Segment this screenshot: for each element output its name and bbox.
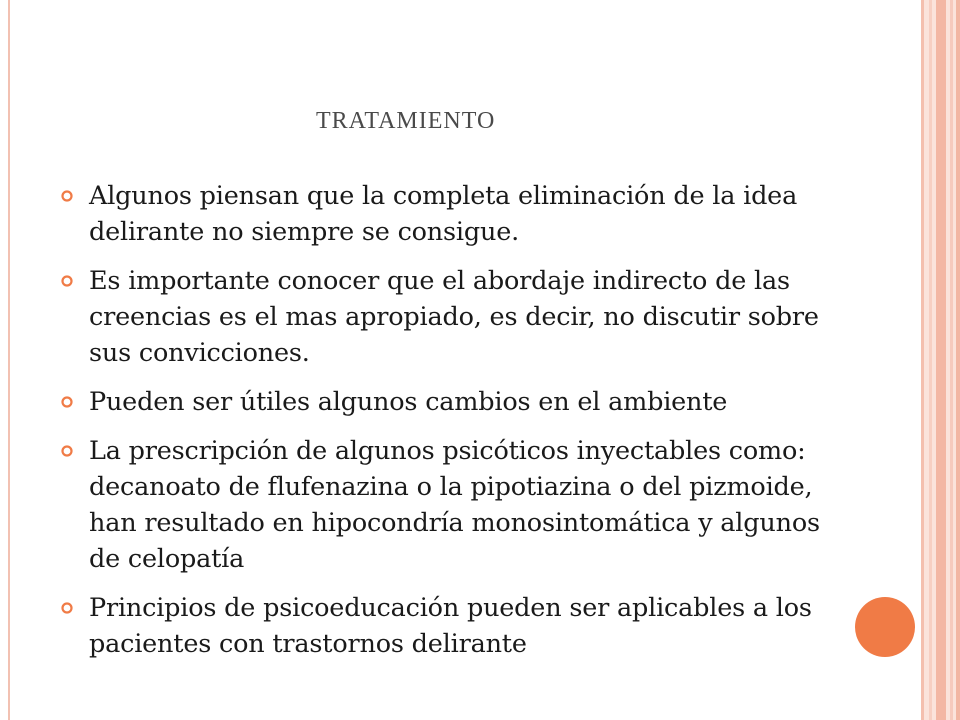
bullet-text: Es importante conocer que el abordaje indirecto de las creencias es el mas apropiado, es decir, no discutir sobre sus convicciones.: [89, 266, 819, 368]
ring-bullet-icon: [60, 189, 74, 203]
bullet-item: [60, 384, 830, 420]
left-border-line: [8, 0, 10, 720]
bullet-item: [60, 178, 830, 250]
ring-bullet-icon: [60, 274, 74, 288]
bullet-text: Principios de psicoeducación pueden ser aplicables a los pacientes con trastornos delirante: [89, 593, 812, 659]
right-border-stripe: [936, 0, 946, 720]
bullet-text: Pueden ser útiles algunos cambios en el ambiente: [89, 387, 728, 417]
ring-bullet-icon: [60, 395, 74, 409]
bullet-item: [60, 263, 830, 371]
ring-bullet-icon: [60, 444, 74, 458]
right-border-stripe: [921, 0, 924, 720]
slide-title: TRATAMIENTO: [316, 108, 496, 134]
right-border-stripe: [929, 0, 932, 720]
bullet-item: [60, 433, 830, 577]
bullet-text: Algunos piensan que la completa eliminación de la idea delirante no siempre se consigue.: [89, 181, 798, 247]
bullet-text: La prescripción de algunos psicóticos inyectables como: decanoato de flufenazina o la pipotiazina o del pizmoide, han resultado en hipocondría monosintomática y algunos de celopatía: [89, 436, 820, 574]
right-border-stripe: [956, 0, 960, 720]
bullet-list: [60, 178, 830, 675]
bullet-item: [60, 590, 830, 662]
ring-bullet-icon: [60, 601, 74, 615]
orange-circle-decoration: [855, 597, 915, 657]
right-border-stripe: [950, 0, 953, 720]
